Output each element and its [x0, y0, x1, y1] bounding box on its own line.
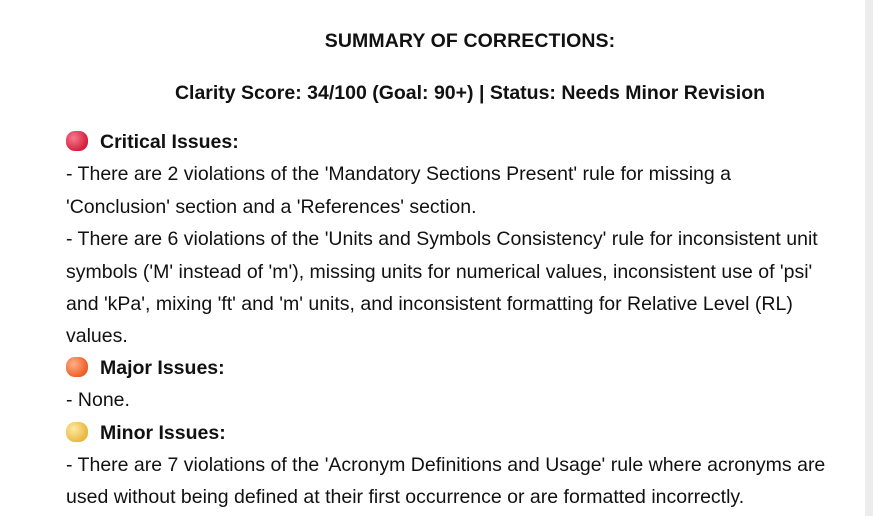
summary-title: SUMMARY OF CORRECTIONS:: [324, 30, 616, 52]
summary-document: [66, 0, 866, 516]
critical-issue-line: values.: [66, 325, 128, 347]
critical-issue-line: - There are 2 violations of the 'Mandatory Sections Present' rule for missing a: [66, 163, 731, 185]
orange-circle-icon: [66, 357, 88, 377]
critical-issue-line: symbols ('M' instead of 'm'), missing units for numerical values, inconsistent use of 'psi': [66, 261, 813, 283]
critical-issue-line: - There are 6 violations of the 'Units and Symbols Consistency' rule for inconsistent unit: [66, 228, 818, 250]
minor-issues-label: Minor Issues:: [100, 422, 226, 444]
major-issues-label: Major Issues:: [100, 357, 225, 379]
minor-issue-line: used without being defined at their first occurrence or are formatted incorrectly.: [66, 486, 745, 508]
minor-issue-line: - There are 7 violations of the 'Acronym Definitions and Usage' rule where acronyms are: [66, 454, 826, 476]
critical-issue-line: and 'kPa', mixing 'ft' and 'm' units, and inconsistent formatting for Relative Level (RL): [66, 293, 793, 315]
scrollbar-track[interactable]: [865, 0, 873, 516]
critical-issues-label: Critical Issues:: [100, 131, 239, 153]
major-issues-heading: [66, 352, 225, 384]
minor-issues-heading: [66, 417, 226, 449]
red-circle-icon: [66, 131, 88, 151]
critical-issue-line: 'Conclusion' section and a 'References' section.: [66, 196, 477, 218]
major-issue-line: - None.: [66, 389, 130, 411]
clarity-score-line: Clarity Score: 34/100 (Goal: 90+) | Status: Needs Minor Revision: [174, 82, 766, 104]
yellow-circle-icon: [66, 422, 88, 442]
critical-issues-heading: [66, 126, 239, 158]
